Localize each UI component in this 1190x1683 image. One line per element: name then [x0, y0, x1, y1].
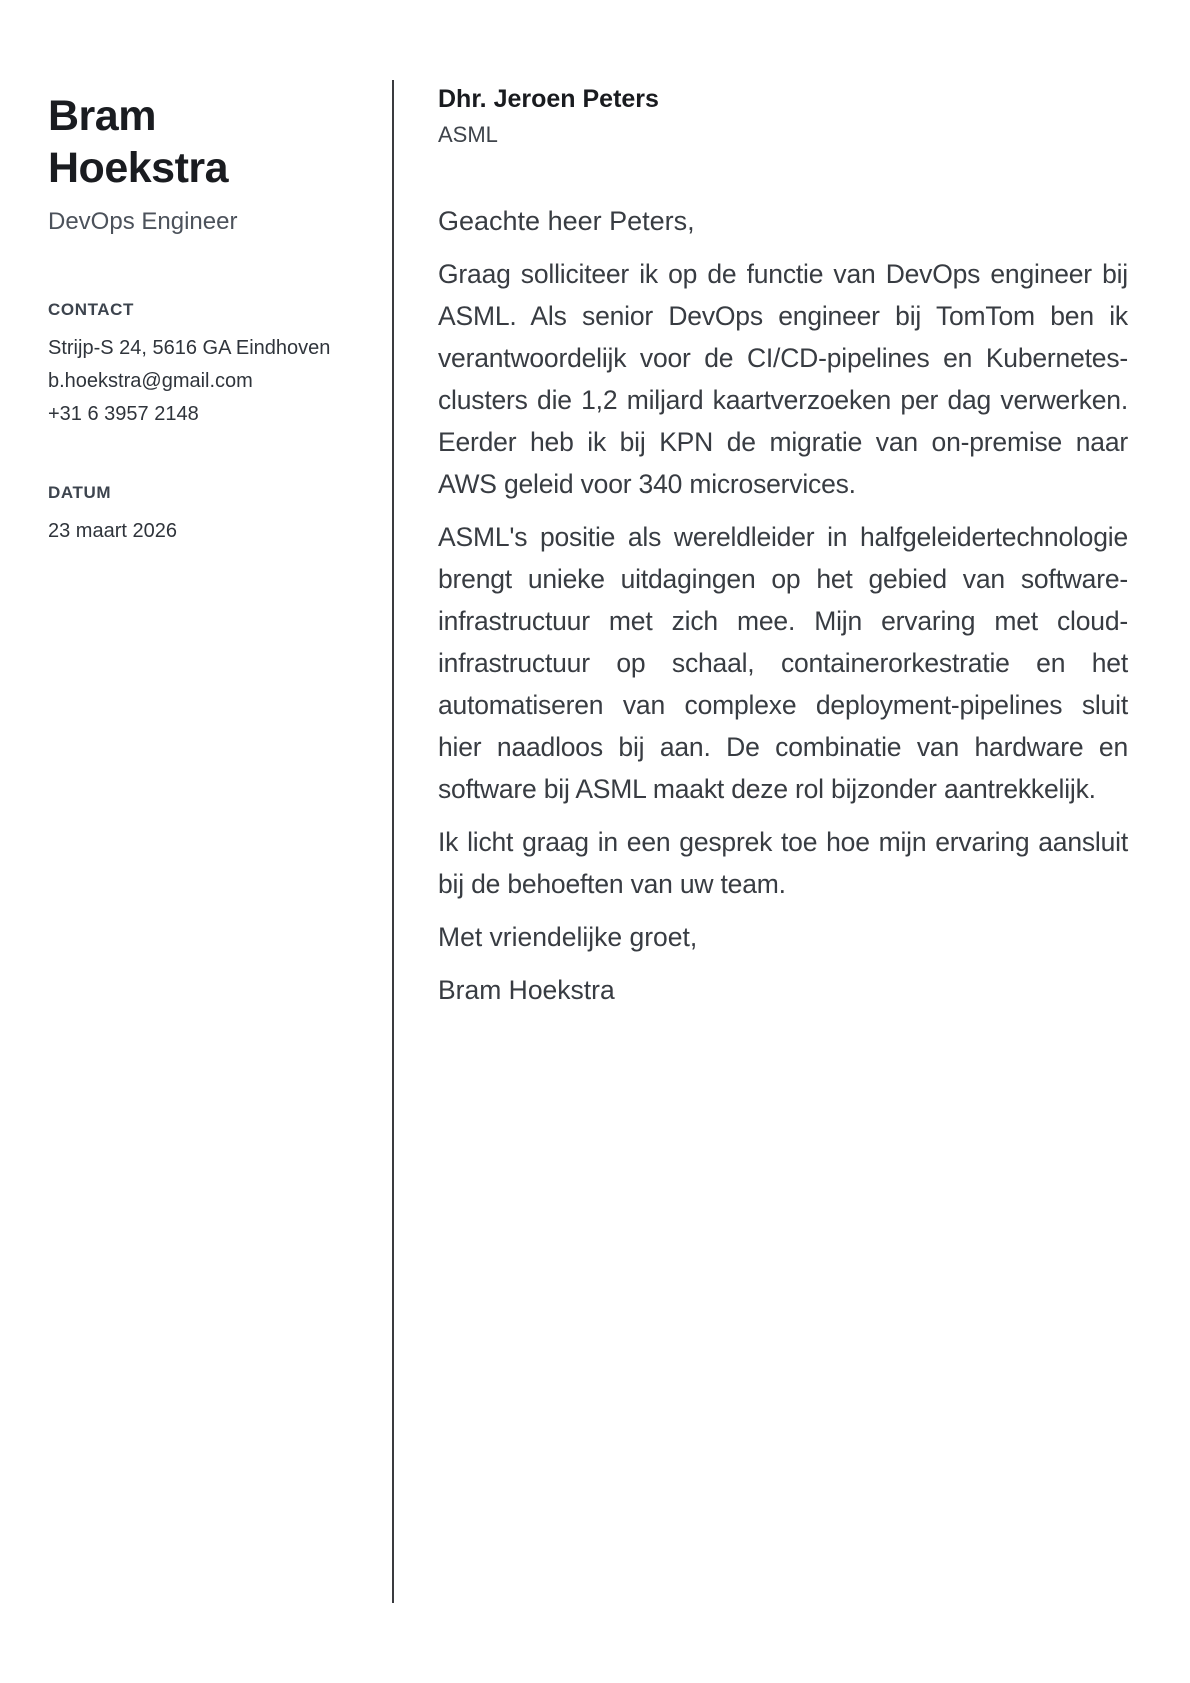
applicant-name: Bram Hoekstra: [48, 92, 229, 192]
vertical-divider: [392, 80, 394, 1603]
date-value: 23 maart 2026: [48, 520, 177, 542]
letter-paragraph: Ik licht graag in een gesprek toe hoe mijn ervaring aansluit bij de behoeften van uw team.: [438, 827, 1128, 899]
sidebar: [48, 80, 368, 548]
date-section: [48, 483, 368, 548]
contact-email: b.hoekstra@gmail.com: [48, 370, 253, 392]
signature-name: Bram Hoekstra: [438, 975, 615, 1005]
contact-section: [48, 300, 368, 431]
recipient-company: ASML: [438, 122, 498, 147]
contact-section-label: CONTACT: [48, 300, 135, 319]
date-section-label: DATUM: [48, 483, 112, 502]
contact-address: Strijp-S 24, 5616 GA Eindhoven: [48, 337, 331, 359]
recipient-name: Dhr. Jeroen Peters: [438, 85, 659, 113]
letter-paragraph: Graag solliciteer ik op de functie van DevOps engineer bij ASML. Als senior DevOps engineer bij TomTom ben ik verantwoordelijk voor de CI/CD-pipelines en Kubernetes-clusters die 1,2 miljard kaartverzoeken per dag verwerken. Eerder heb ik bij KPN de migratie van on-premise naar AWS geleid voor 340 microservices.: [438, 259, 1128, 499]
salutation: Geachte heer Peters,: [438, 206, 695, 236]
letter-body: [438, 84, 1128, 1011]
letter-paragraph: ASML's positie als wereldleider in halfgeleidertechnologie brengt unieke uitdagingen op het gebied van software-infrastructuur met zich mee. Mijn ervaring met cloud-infrastructuur op schaal, containerorkestratie en het automatiseren van complexe deployment-pipelines sluit hier naadloos bij aan. De combinatie van hardware en software bij ASML maakt deze rol bijzonder aantrekkelijk.: [438, 522, 1128, 804]
applicant-job-title: DevOps Engineer: [48, 208, 238, 235]
contact-phone: +31 6 3957 2148: [48, 403, 199, 425]
closing-line: Met vriendelijke groet,: [438, 922, 698, 952]
